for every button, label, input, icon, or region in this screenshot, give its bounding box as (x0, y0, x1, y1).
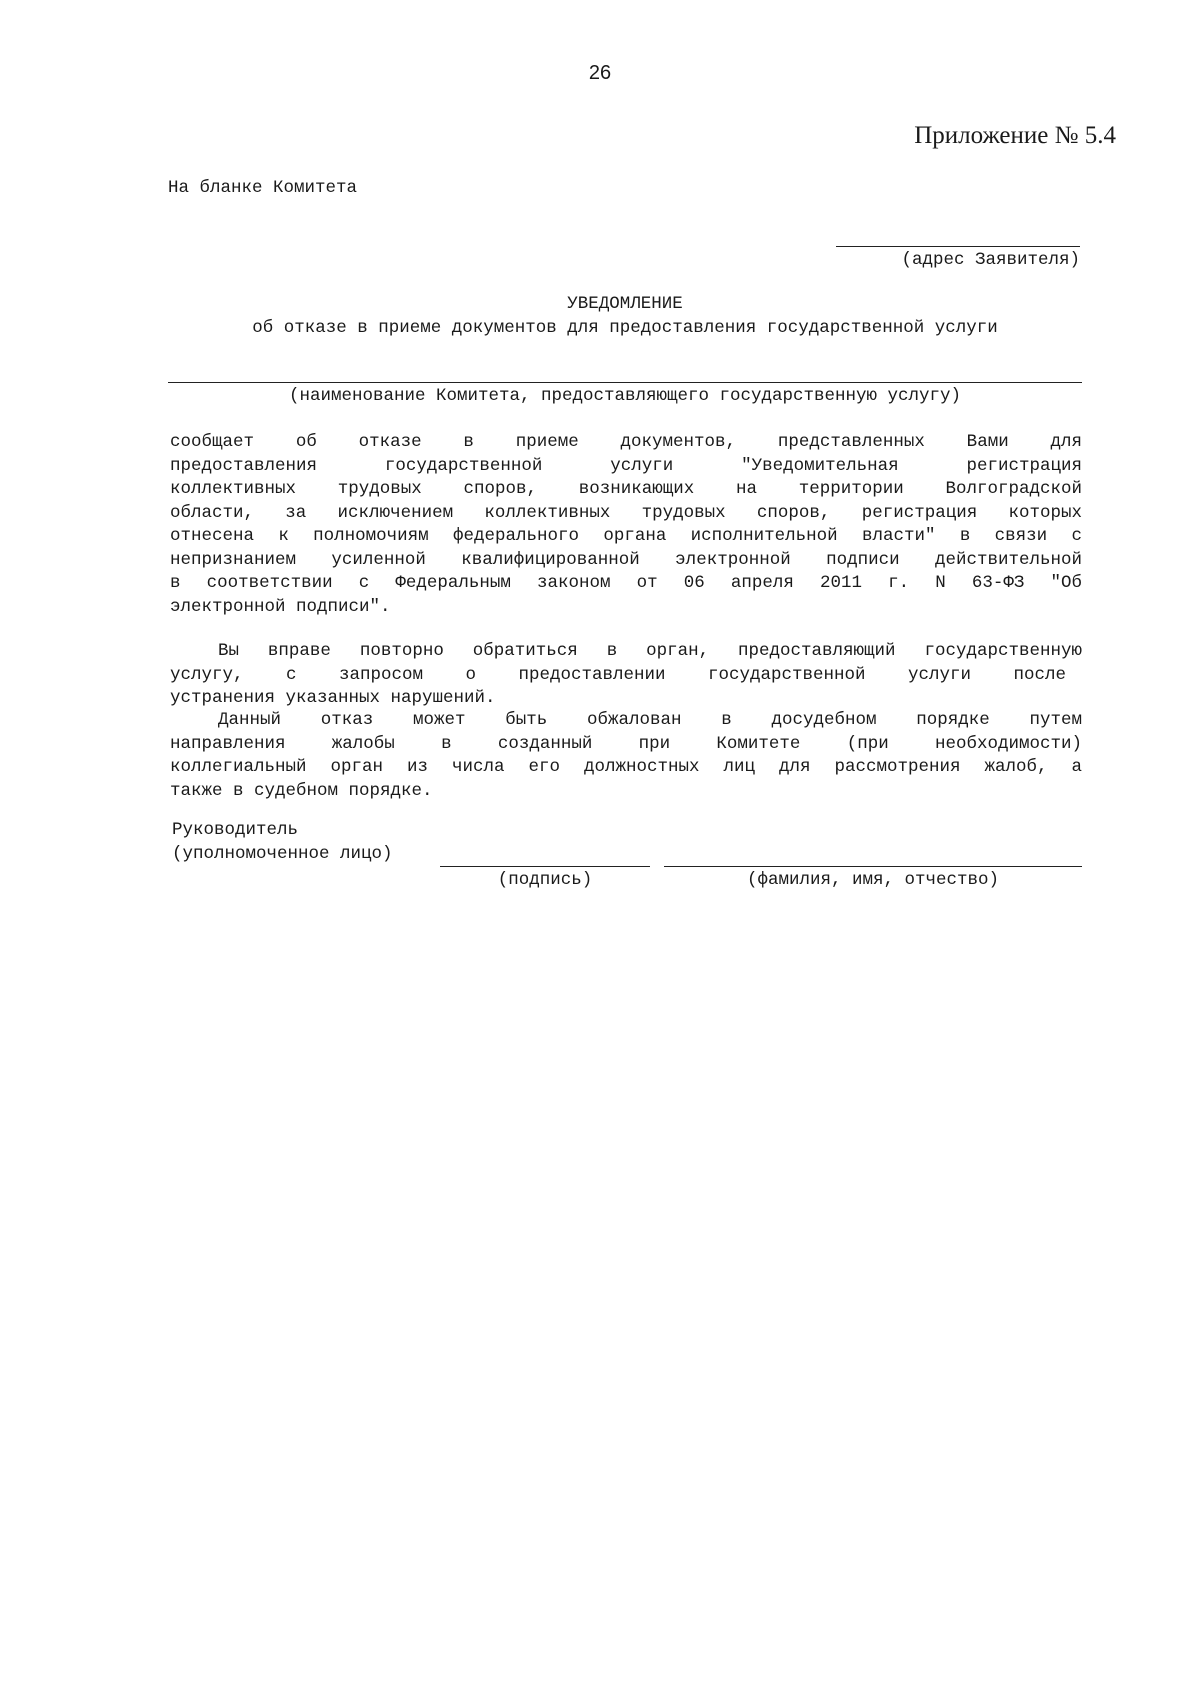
committee-caption: (наименование Комитета, предоставляющего государственную услугу) (288, 386, 962, 406)
appeal-paragraph (170, 709, 1082, 803)
applicant-address-line (836, 246, 1080, 247)
paragraph-line: предоставления государственной услуги "Уведомительная регистрация (170, 455, 1082, 476)
signatory-title: Руководитель (172, 820, 299, 840)
applicant-address-caption: (адрес Заявителя) (901, 250, 1080, 270)
signature-caption: (подпись) (497, 870, 593, 890)
page-number: 26 (588, 62, 612, 84)
paragraph-line: направления жалобы в созданный при Комитете (при необходимости) (170, 733, 1082, 754)
paragraph-line: непризнанием усиленной квалифицированной электронной подписи действительной (170, 549, 1082, 570)
letterhead-note: На бланке Комитета (168, 178, 358, 198)
name-caption: (фамилия, имя, отчество) (746, 870, 1000, 890)
signature-line (440, 866, 650, 867)
signatory-subtitle: (уполномоченное лицо) (172, 844, 393, 864)
paragraph-line: устранения указанных нарушений. (170, 688, 496, 708)
paragraph-line: в соответствии с Федеральным законом от 06 апреля 2011 г. N 63-ФЗ "Об (170, 573, 1082, 593)
document-title: УВЕДОМЛЕНИЕ (567, 294, 683, 314)
paragraph-line: услугу, с запросом о предоставлении государственной услуги после (170, 664, 1066, 685)
paragraph-line: коллегиальный орган из числа его должностных лиц для рассмотрения жалоб, а (170, 757, 1082, 777)
appendix-label: Приложение № 5.4 (914, 122, 1116, 149)
paragraph-line: области, за исключением коллективных трудовых споров, регистрация которых (170, 502, 1082, 523)
name-line (664, 866, 1082, 867)
document-subtitle: об отказе в приеме документов для предоставления государственной услуги (252, 318, 998, 338)
paragraph-line: электронной подписи". (170, 596, 391, 617)
paragraph-line: коллективных трудовых споров, возникающих на территории Волгоградской (170, 479, 1082, 499)
paragraph-line: отнесена к полномочиям федерального органа исполнительной власти" в связи с (170, 526, 1082, 546)
reapply-paragraph (170, 640, 1082, 711)
paragraph-line: Вы вправе повторно обратиться в орган, предоставляющий государственную (218, 641, 1082, 661)
notice-paragraph (170, 431, 1082, 619)
paragraph-line: сообщает об отказе в приеме документов, представленных Вами для (170, 432, 1082, 452)
paragraph-line: Данный отказ может быть обжалован в досудебном порядке путем (218, 710, 1082, 730)
paragraph-line: также в судебном порядке. (170, 780, 433, 801)
committee-name-line (168, 382, 1082, 383)
